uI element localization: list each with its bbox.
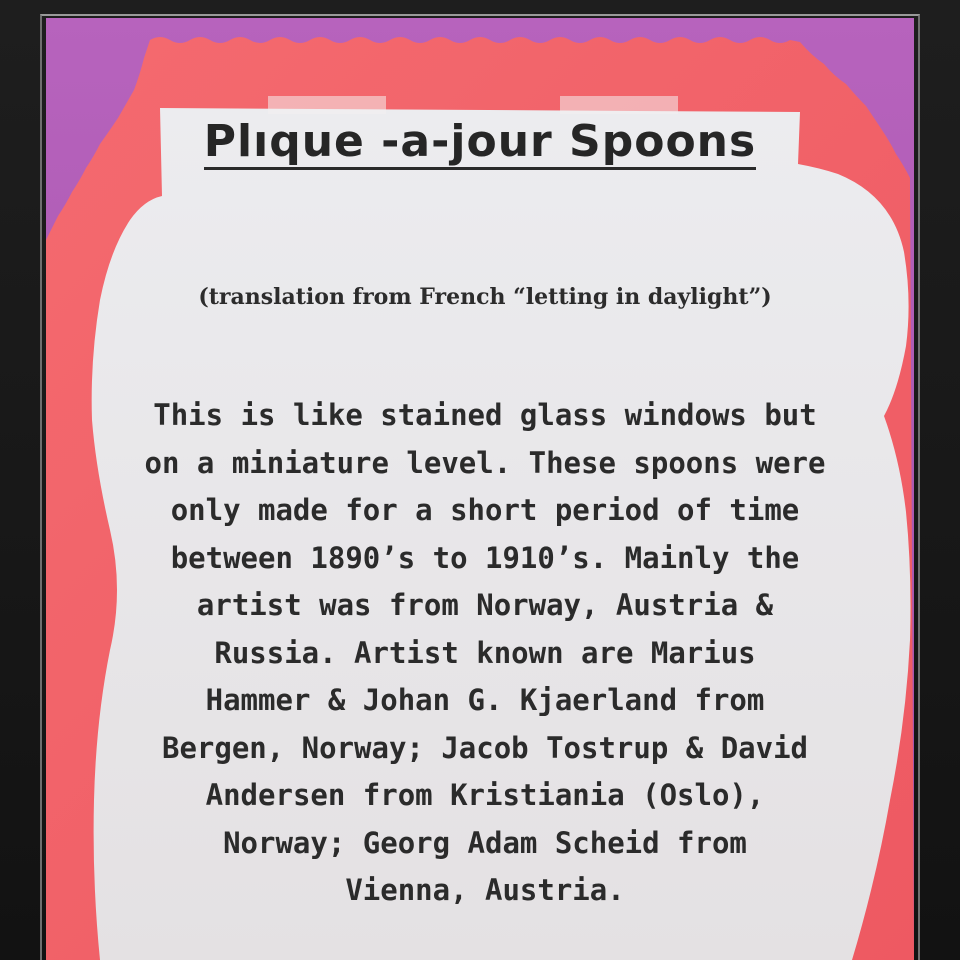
- sign-title: Plıque -a-jour Spoons: [160, 116, 800, 167]
- body-line: This is like stained glass windows but: [153, 398, 817, 432]
- sign-body: [80, 392, 890, 915]
- body-line: Vienna, Austria.: [345, 873, 625, 907]
- body-line: Bergen, Norway; Jacob Tostrup & David: [161, 730, 808, 765]
- tape-strip-left: [268, 96, 386, 114]
- sign-subtitle: (translation from French “letting in daylight”): [198, 284, 772, 310]
- body-line: Russia. Artist known are Marius: [214, 635, 756, 670]
- body-line: artist was from Norway, Austria &: [196, 588, 774, 622]
- body-line: Hammer & Johan G. Kjaerland from: [205, 683, 765, 717]
- body-line: between 1890’s to 1910’s. Mainly the: [170, 540, 800, 575]
- body-line: only made for a short period of time: [170, 493, 800, 527]
- body-line: Norway; Georg Adam Scheid from: [223, 825, 747, 860]
- body-line: Andersen from Kristiania (Oslo),: [205, 778, 765, 812]
- body-line: on a miniature level. These spoons were: [144, 445, 826, 480]
- tape-strip-right: [560, 96, 678, 114]
